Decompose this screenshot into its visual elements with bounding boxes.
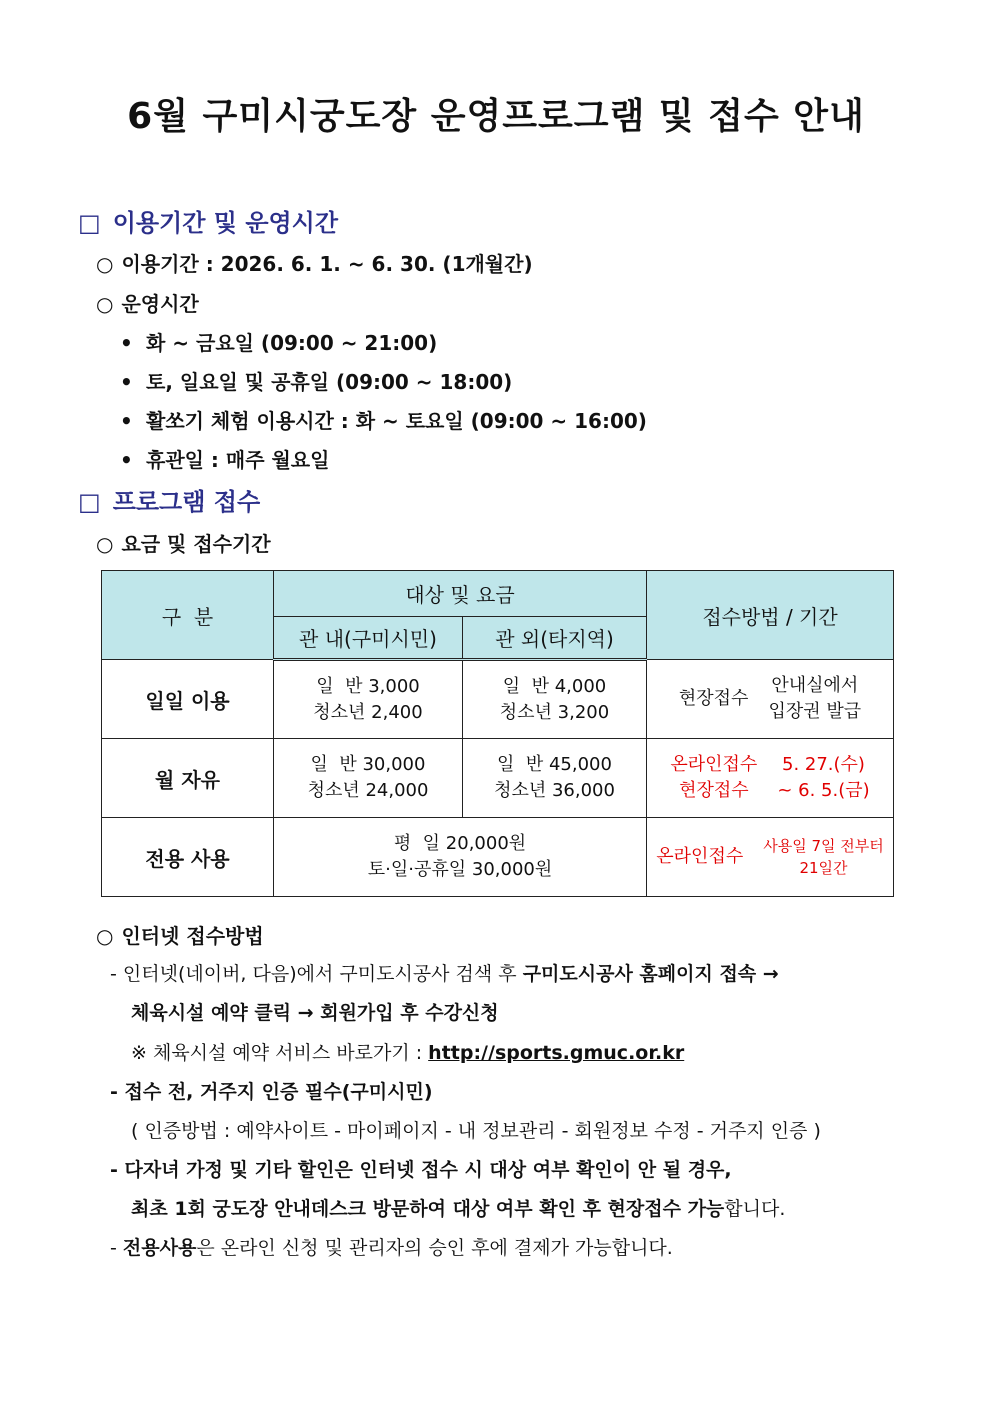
fee-line: 토·일·공휴일 30,000원 [367, 859, 553, 880]
step-text-bold: 구미도시공사 홈페이지 접속 → [522, 963, 779, 985]
header-resident: 관 내(구미시민) [274, 617, 463, 660]
header-nonresident: 관 외(타지역) [463, 617, 647, 660]
row-category: 전용 사용 [102, 818, 274, 897]
fee-line: 평 일 20,000원 [393, 833, 527, 854]
circle-icon: ○ [96, 924, 114, 948]
fee-line: 청소년 36,000 [494, 780, 615, 801]
method-type: 온라인접수 [656, 846, 744, 867]
note-text: ( 인증방법 : 예약사이트 - 마이페이지 - 내 정보관리 - 회원정보 수정 - 거주지 인증 ) [131, 1120, 821, 1142]
bullet-icon: • [120, 331, 133, 355]
sports-site-link[interactable]: http://sports.gmuc.or.kr [428, 1042, 685, 1064]
step-text: - 인터넷(네이버, 다음)에서 구미도시공사 검색 후 [110, 963, 523, 985]
fee-line: 청소년 2,400 [313, 701, 423, 723]
fee-line: 청소년 24,000 [307, 780, 429, 801]
internet-label [96, 920, 264, 949]
discount-note [110, 1155, 732, 1182]
row-category: 일일 이용 [102, 660, 274, 739]
internet-step-1-cont [131, 998, 499, 1025]
hours-item [120, 366, 512, 395]
hours-item-text: 활쏘기 체험 이용시간 : 화 ~ 토요일 (09:00 ~ 16:00) [146, 409, 647, 433]
header-category: 구 분 [102, 571, 274, 660]
residence-auth-required [110, 1077, 433, 1104]
nonresident-fee [463, 660, 647, 739]
fee-line: 일 반 3,000 [316, 675, 420, 697]
dash: - [110, 1237, 123, 1259]
section-heading-text: 이용기간 및 운영시간 [112, 209, 339, 237]
method-type: 현장접수 [678, 688, 749, 709]
service-link-note [131, 1038, 684, 1065]
header-method: 접수방법 / 기간 [647, 571, 894, 660]
discount-note-cont [131, 1194, 785, 1221]
page-title: 6월 구미시궁도장 운영프로그램 및 접수 안내 [127, 96, 865, 137]
resident-fee [274, 739, 463, 818]
table-row [102, 739, 894, 818]
hours-item [120, 405, 647, 434]
method-detail: ~ 6. 5.(금) [777, 780, 870, 801]
resident-fee [274, 660, 463, 739]
fee-line: 일 반 4,000 [502, 675, 607, 697]
table-row [102, 818, 894, 897]
nonresident-fee [463, 739, 647, 818]
step-text-bold: 최초 1회 궁도장 안내데스크 방문하여 대상 여부 확인 후 현장접수 가능 [131, 1198, 725, 1220]
auth-method-note [131, 1116, 821, 1143]
circle-icon: ○ [96, 532, 114, 556]
hours-item-text: 휴관일 : 매주 월요일 [146, 448, 330, 472]
step-text-bold: 체육시설 예약 클릭 → 회원가입 후 수강신청 [131, 1002, 499, 1024]
hours-item [120, 327, 437, 356]
square-icon: □ [78, 209, 101, 237]
usage-period-text: 이용기간 : 2026. 6. 1. ~ 6. 30. (1개월간) [121, 252, 533, 276]
circle-icon: ○ [96, 292, 114, 316]
step-text: 은 온라인 신청 및 관리자의 승인 후에 결제가 가능합니다. [196, 1237, 673, 1259]
square-icon: □ [78, 488, 101, 516]
row-category: 월 자유 [102, 739, 274, 818]
internet-label-text: 인터넷 접수방법 [121, 924, 264, 948]
method-detail: 21일간 [799, 859, 848, 877]
header-target: 대상 및 요금 [274, 571, 647, 617]
method-detail: 5. 27.(수) [782, 754, 865, 775]
method-detail: 입장권 발급 [768, 701, 862, 722]
bullet-icon: • [120, 409, 133, 433]
step-text-bold: - 접수 전, 거주지 인증 필수(구미시민) [110, 1081, 433, 1103]
method-type: 온라인접수 [670, 754, 758, 775]
hours-label [96, 288, 199, 317]
hours-item [120, 444, 329, 473]
exclusive-fee [274, 818, 647, 897]
method-detail: 안내실에서 [771, 675, 859, 696]
hours-item-text: 토, 일요일 및 공휴일 (09:00 ~ 18:00) [146, 370, 513, 394]
step-text: 합니다. [724, 1198, 786, 1220]
method-cell [647, 660, 894, 739]
fee-table [101, 570, 894, 897]
table-row [102, 660, 894, 739]
fee-line: 일 반 30,000 [310, 754, 426, 775]
bullet-icon: • [120, 448, 133, 472]
method-cell [647, 818, 894, 897]
section-heading-text: 프로그램 접수 [112, 488, 261, 516]
exclusive-use-note [110, 1233, 673, 1260]
step-text-bold: - 다자녀 가정 및 기타 할인은 인터넷 접수 시 대상 여부 확인이 안 될 경우, [110, 1159, 732, 1181]
method-type: 현장접수 [679, 780, 749, 801]
circle-icon: ○ [96, 252, 114, 276]
fee-line: 일 반 45,000 [497, 754, 612, 775]
method-cell [647, 739, 894, 818]
method-detail: 사용일 7일 전부터 [763, 837, 884, 855]
usage-period [96, 248, 533, 277]
internet-step-1 [110, 959, 779, 986]
bullet-icon: • [120, 370, 133, 394]
section-heading-program [78, 482, 260, 517]
hours-label-text: 운영시간 [121, 292, 199, 316]
note-text: ※ 체육시설 예약 서비스 바로가기 : [131, 1042, 429, 1064]
fee-label-text: 요금 및 접수기간 [121, 532, 271, 556]
table-header-row [102, 571, 894, 617]
step-text-bold: 전용사용 [122, 1237, 197, 1259]
fee-line: 청소년 3,200 [499, 701, 610, 723]
hours-item-text: 화 ~ 금요일 (09:00 ~ 21:00) [146, 331, 438, 355]
section-heading-hours [78, 203, 338, 238]
fee-label [96, 528, 271, 557]
